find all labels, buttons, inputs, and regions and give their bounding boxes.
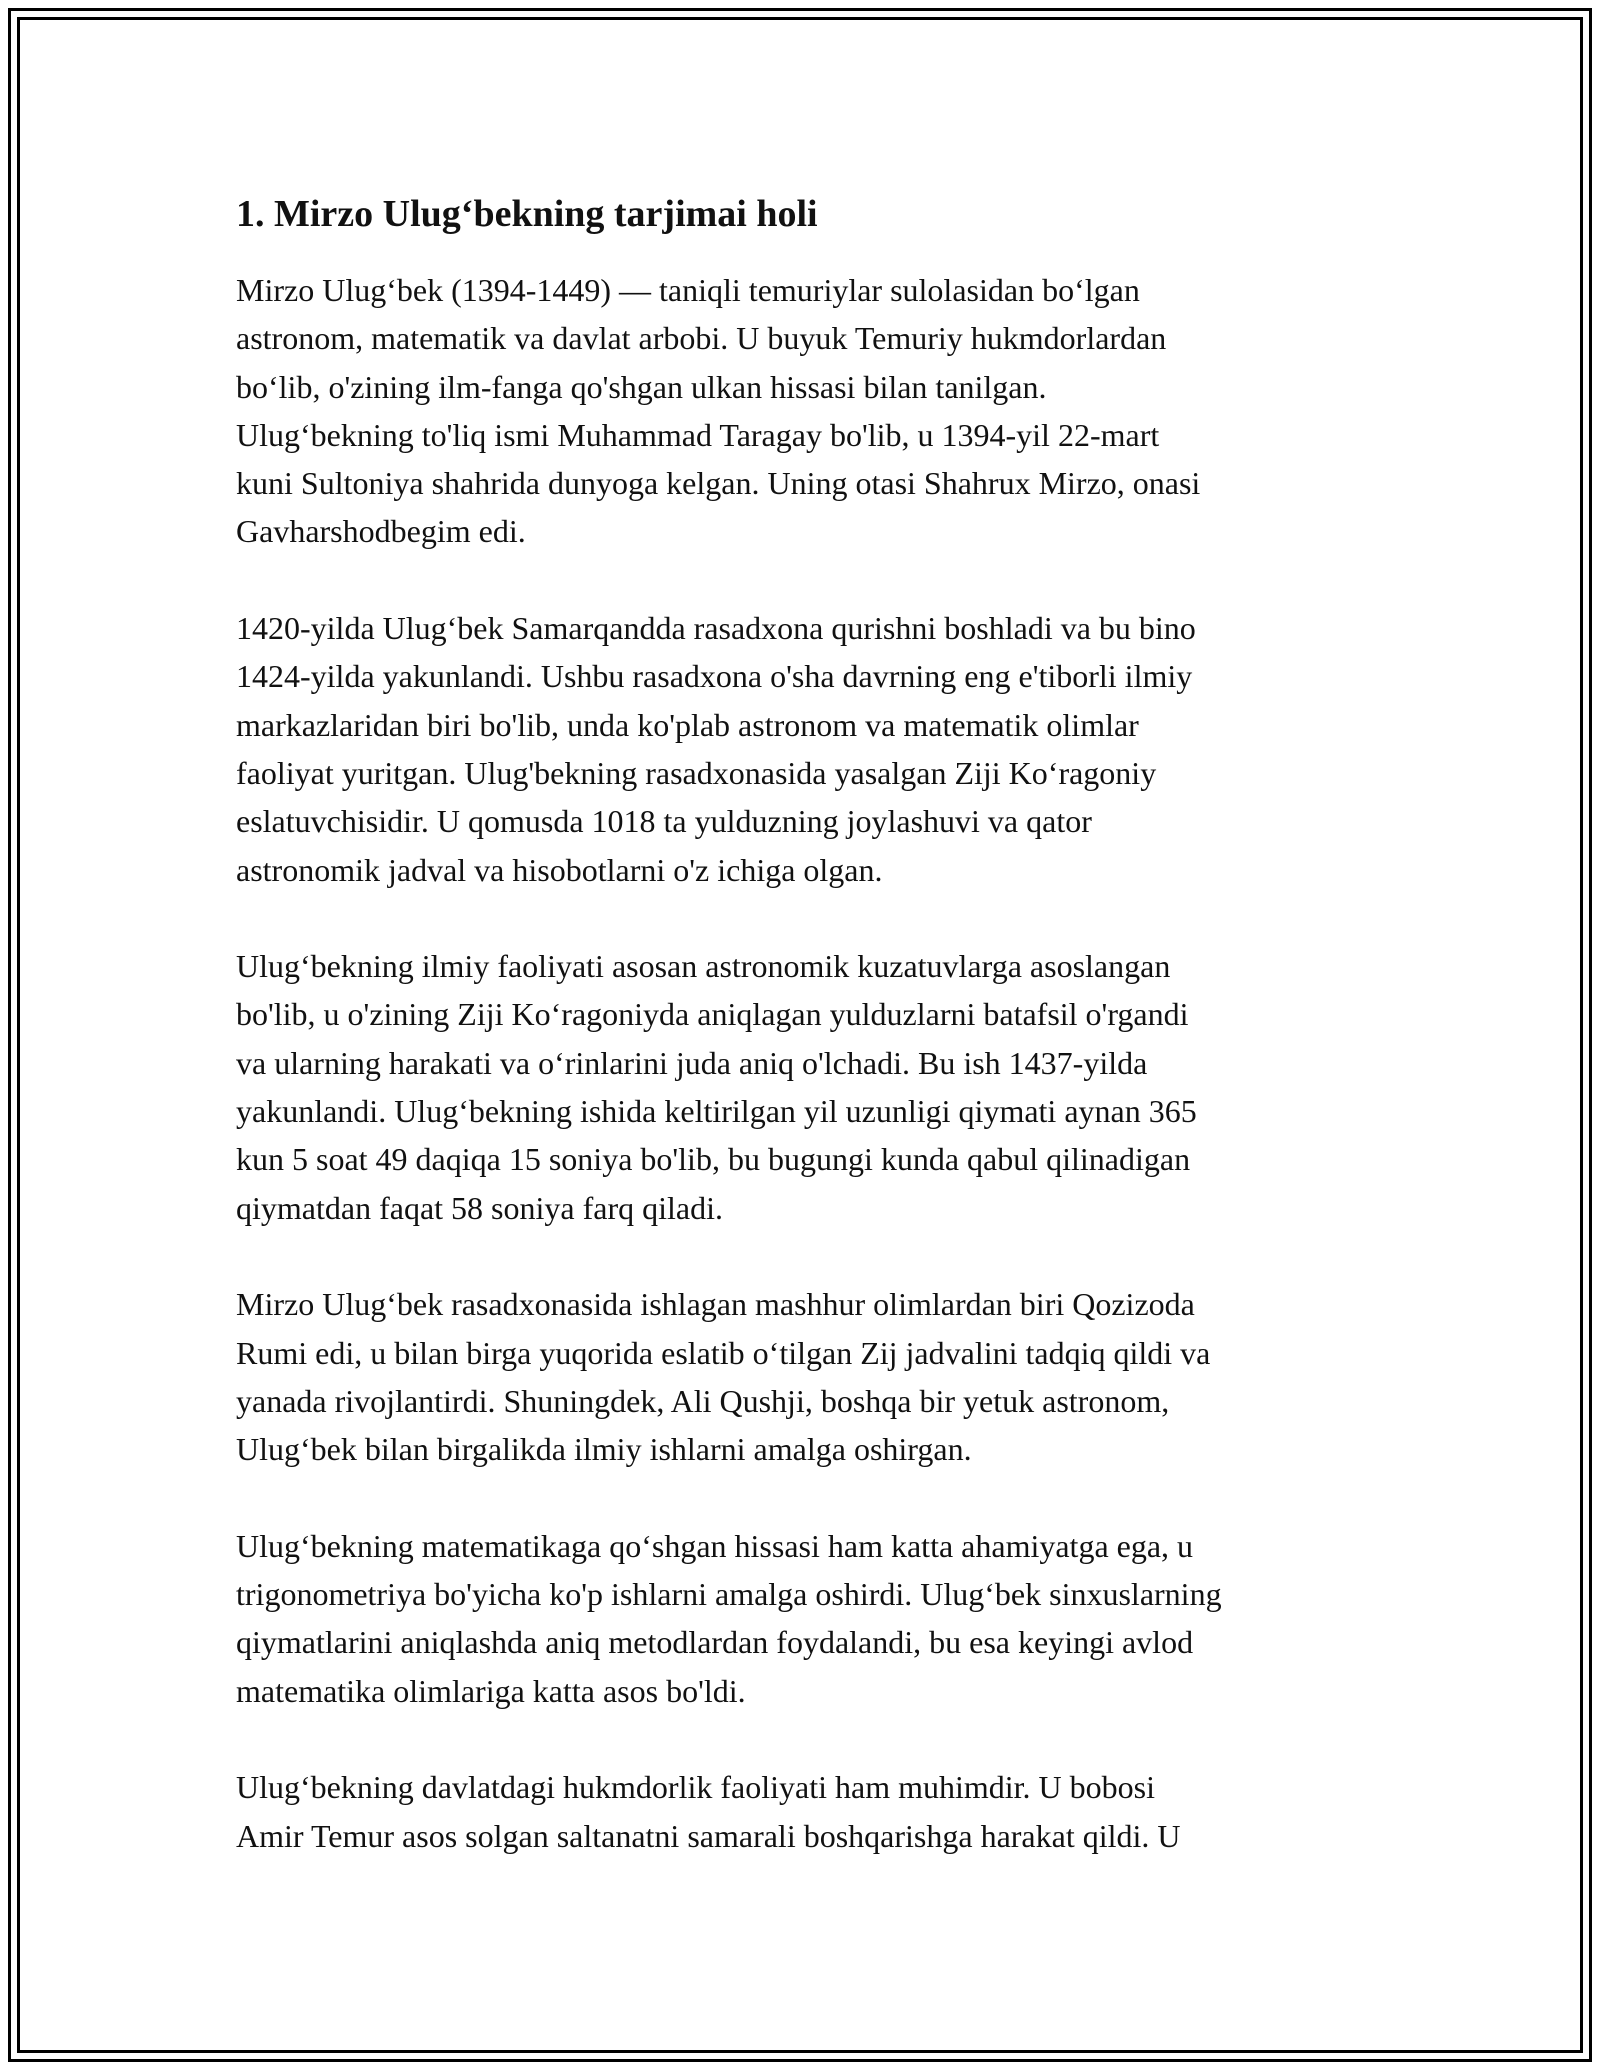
paragraph-scientific-work xyxy=(236,942,1376,1232)
text-line: yanada rivojlantirdi. Shuningdek, Ali Qushji, boshqa bir yetuk astronom, xyxy=(236,1382,1170,1419)
text-line: 1420-yilda Ulug‘bek Samarqandda rasadxona qurishni boshladi va bu bino xyxy=(236,610,1196,647)
text-line: Ulug‘bek bilan birgalikda ilmiy ishlarni amalga oshirgan. xyxy=(236,1431,972,1468)
text-line: qiymatdan faqat 58 soniya farq qiladi. xyxy=(236,1189,723,1226)
paragraph-observatory xyxy=(236,604,1376,894)
section-heading: 1. Mirzo Ulug‘bekning tarjimai holi xyxy=(236,193,818,235)
text-line: matematika olimlariga katta asos bo'ldi. xyxy=(236,1672,746,1709)
text-line: Rumi edi, u bilan birga yuqorida eslatib o‘tilgan Zij jadvalini tadqiq qildi va xyxy=(236,1334,1211,1371)
text-line: bo'lib, u o'zining Ziji Ko‘ragoniyda aniqlagan yulduzlarni batafsil o'rgandi xyxy=(236,996,1189,1033)
text-line: Ulug‘bekning matematikaga qo‘shgan hissasi ham katta ahamiyatga ega, u xyxy=(236,1527,1194,1564)
text-line: Gavharshodbegim edi. xyxy=(236,513,526,550)
text-line: va ularning harakati va o‘rinlarini juda aniq o'lchadi. Bu ish 1437-yilda xyxy=(236,1044,1148,1081)
text-line: markazlaridan biri bo'lib, unda ko'plab astronom va matematik olimlar xyxy=(236,706,1139,743)
text-line: eslatuvchisidir. U qomusda 1018 ta yulduzning joylashuvi va qator xyxy=(236,803,1092,840)
text-line: Mirzo Ulug‘bek (1394-1449) — taniqli temuriylar sulolasidan bo‘lgan xyxy=(236,272,1140,308)
text-line: Ulug‘bekning to'liq ismi Muhammad Taragay bo'lib, u 1394-yil 22-mart xyxy=(236,416,1160,453)
text-line: qiymatlarini aniqlashda aniq metodlardan foydalandi, bu esa keyingi avlod xyxy=(236,1624,1194,1661)
text-line: trigonometriya bo'yicha ko'p ishlarni amalga oshirdi. Ulug‘bek sinxuslarning xyxy=(236,1576,1222,1613)
paragraph-mathematics xyxy=(236,1522,1376,1715)
text-line: faoliyat yuritgan. Ulug'bekning rasadxonasida yasalgan Ziji Ko‘ragoniy xyxy=(236,754,1157,791)
text-line: Amir Temur asos solgan saltanatni samarali boshqarishga harakat qildi. U xyxy=(236,1817,1181,1854)
paragraph-biography xyxy=(236,266,1376,556)
text-line: astronomik jadval va hisobotlarni o'z ichiga olgan. xyxy=(236,851,883,888)
text-line: Ulug‘bekning davlatdagi hukmdorlik faoliyati ham muhimdir. U bobosi xyxy=(236,1769,1155,1806)
document-body xyxy=(236,186,1376,1908)
text-line: 1424-yilda yakunlandi. Ushbu rasadxona o'sha davrning eng e'tiborli ilmiy xyxy=(236,658,1193,695)
text-line: astronom, matematik va davlat arbobi. U buyuk Temuriy hukmdorlardan xyxy=(236,320,1167,357)
text-line: kuni Sultoniya shahrida dunyoga kelgan. Uning otasi Shahrux Mirzo, onasi xyxy=(236,465,1201,502)
text-line: kun 5 soat 49 daqiqa 15 soniya bo'lib, bu bugungi kunda qabul qilinadigan xyxy=(236,1141,1191,1178)
text-line: yakunlandi. Ulug‘bekning ishida keltirilgan yil uzunligi qiymati aynan 365 xyxy=(236,1093,1197,1130)
text-line: Ulug‘bekning ilmiy faoliyati asosan astronomik kuzatuvlarga asoslangan xyxy=(236,948,1171,985)
paragraph-colleagues xyxy=(236,1280,1376,1473)
paragraph-governance xyxy=(236,1763,1376,1860)
text-line: bo‘lib, o'zining ilm-fanga qo'shgan ulkan hissasi bilan tanilgan. xyxy=(236,368,1047,405)
text-line: Mirzo Ulug‘bek rasadxonasida ishlagan mashhur olimlardan biri Qozizoda xyxy=(236,1286,1195,1323)
